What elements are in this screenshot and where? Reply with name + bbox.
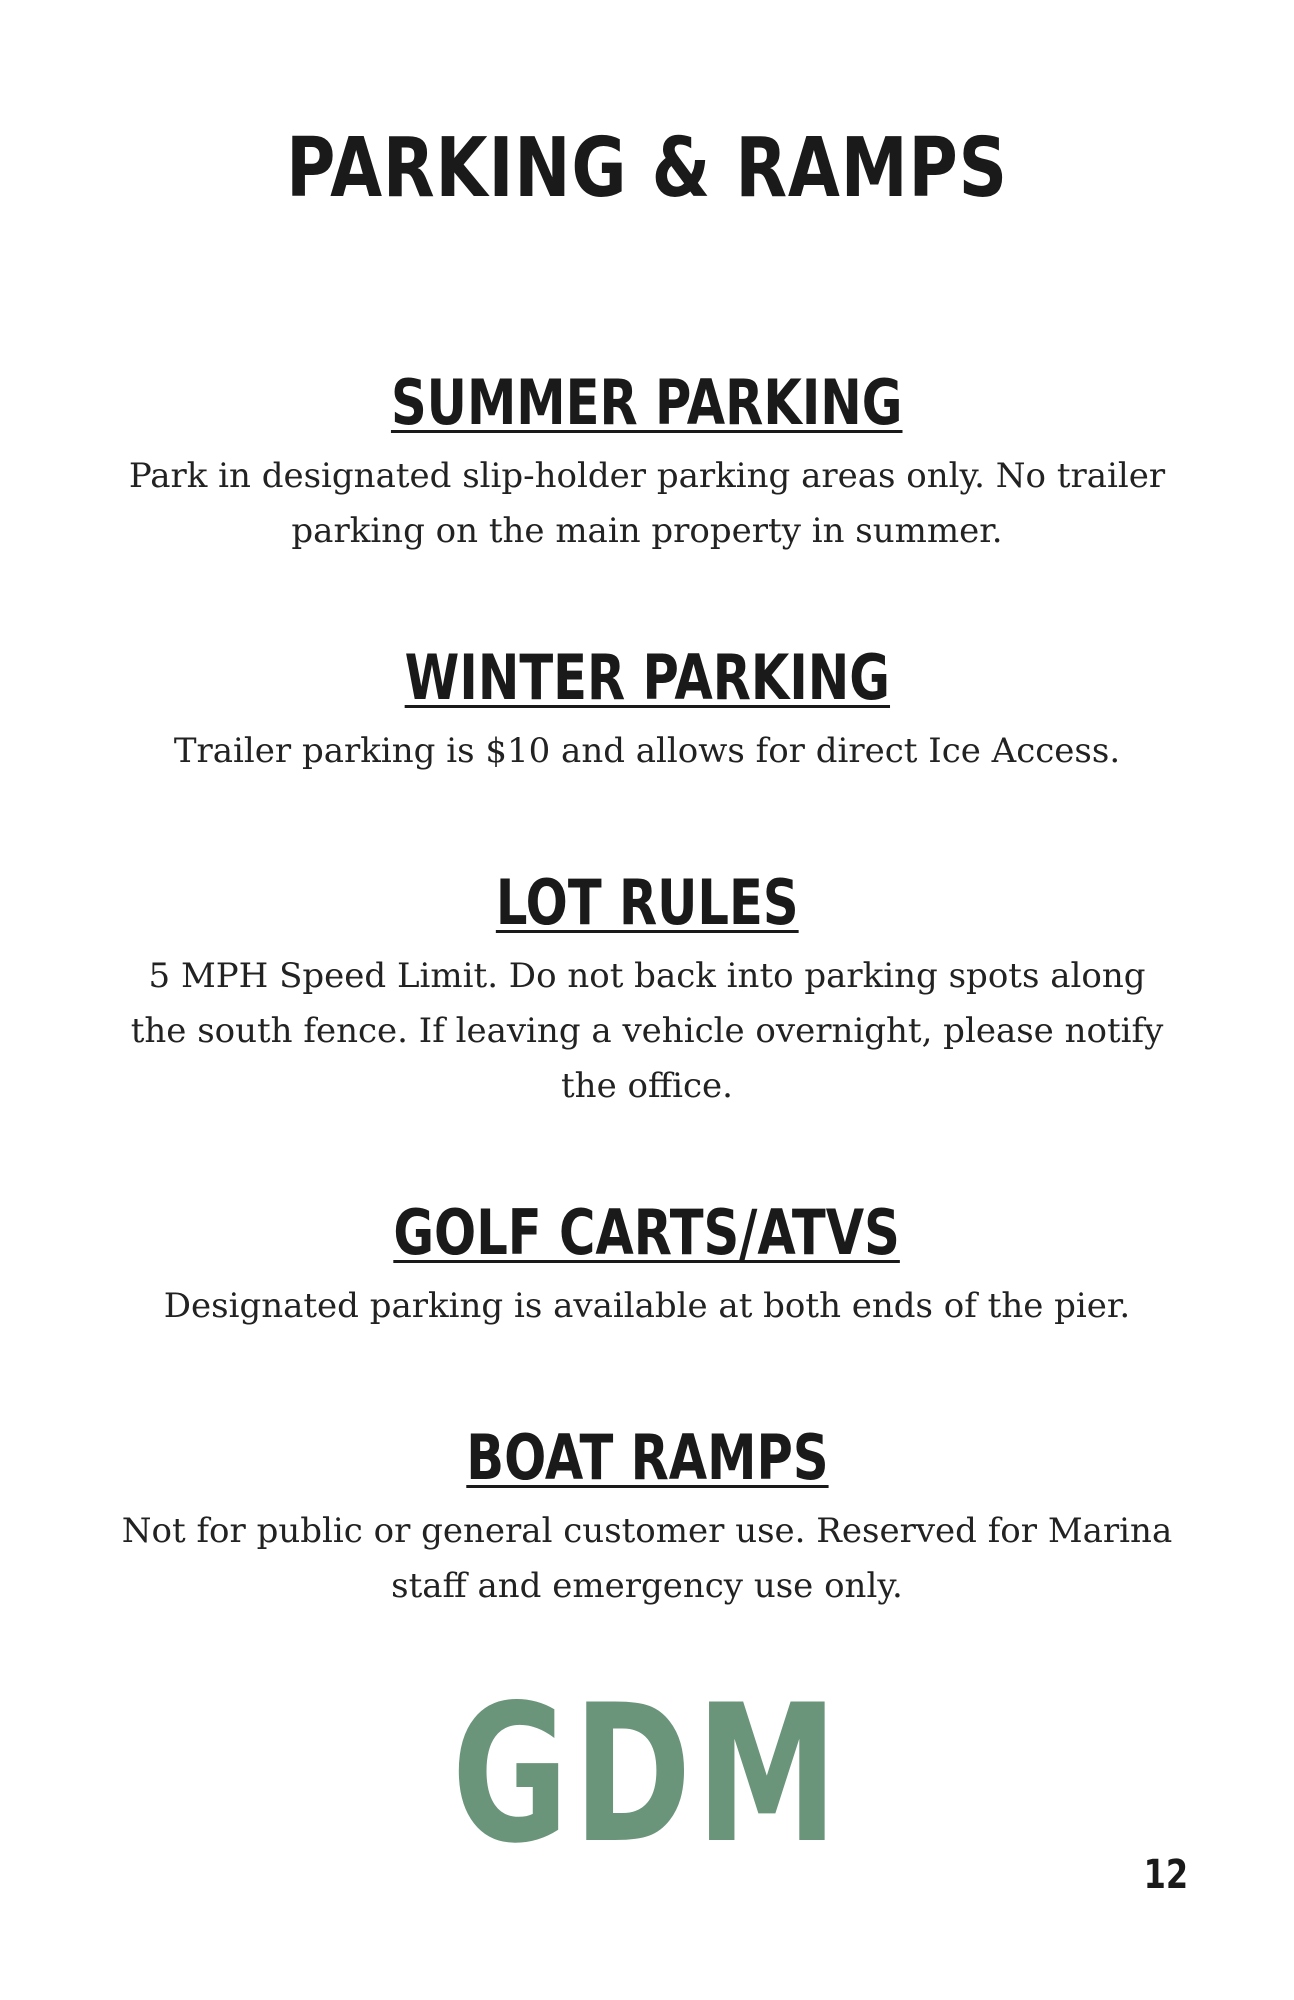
section-boat-ramps (0, 1421, 1294, 1614)
section-body: Park in designated slip-holder parking areas only. No trailer parking on the main property in summer. (128, 456, 1166, 552)
section-heading: LOT RULES (495, 866, 799, 939)
page-number: 12 (1143, 1852, 1189, 1898)
section-heading: BOAT RAMPS (465, 1421, 829, 1494)
section-heading: WINTER PARKING (404, 641, 890, 714)
section-body: Trailer parking is $10 and allows for direct Ice Access. (173, 731, 1121, 772)
section-body: 5 MPH Speed Limit. Do not back into parking spots along the south fence. If leaving a vehicle overnight, please notify the office. (130, 956, 1164, 1107)
section-heading: GOLF CARTS/ATVS (393, 1196, 901, 1269)
section-golf-carts-atvs (0, 1196, 1294, 1334)
gdm-logo: GDM (451, 1664, 843, 1885)
section-body: Not for public or general customer use. Reserved for Marina staff and emergency use only. (121, 1511, 1173, 1607)
section-lot-rules (0, 866, 1294, 1114)
section-heading: SUMMER PARKING (391, 366, 903, 439)
section-summer-parking (0, 366, 1294, 559)
section-winter-parking (0, 641, 1294, 779)
section-body: Designated parking is available at both ends of the pier. (163, 1286, 1131, 1327)
page-title: PARKING & RAMPS (286, 121, 1008, 216)
